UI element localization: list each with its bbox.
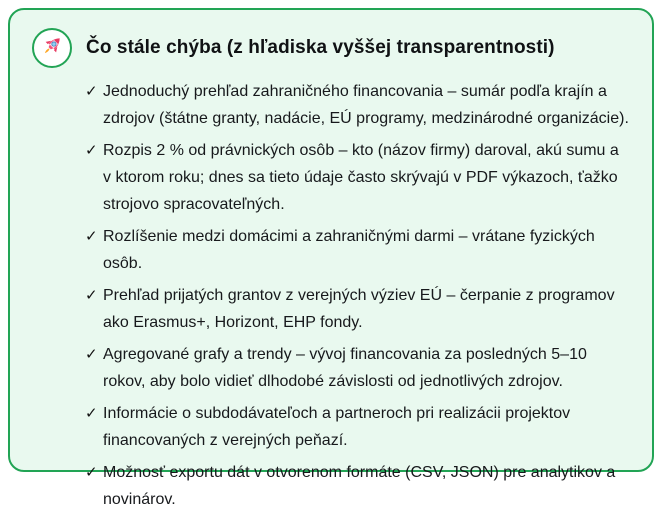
card-title: Čo stále chýba (z hľadiska vyššej transparentnosti) xyxy=(86,37,555,58)
list-item xyxy=(85,137,630,218)
list-item xyxy=(85,78,630,132)
list-item xyxy=(85,341,630,395)
check-icon: ✓ xyxy=(85,346,98,363)
list-item xyxy=(85,400,630,454)
list-item xyxy=(85,282,630,336)
list-item-text: Možnosť exportu dát v otvorenom formáte (CSV, JSON) pre analytikov a novinárov. xyxy=(103,464,616,508)
check-icon: ✓ xyxy=(85,405,98,422)
list-item-text: Rozpis 2 % od právnických osôb – kto (názov firmy) daroval, akú sumu a v ktorom roku; dnes sa tieto údaje často skrývajú v PDF výkazoch, ťažko strojovo spracovateľných. xyxy=(103,142,619,213)
card-header xyxy=(32,28,630,68)
list-item-text: Rozlíšenie medzi domácimi a zahraničnými darmi – vrátane fyzických osôb. xyxy=(103,228,595,272)
list-item-text: Jednoduchý prehľad zahraničného financovania – sumár podľa krajín a zdrojov (štátne granty, nadácie, EÚ programy, medzinárodné organizácie). xyxy=(103,83,629,127)
rocket-icon xyxy=(40,34,64,63)
check-icon: ✓ xyxy=(85,142,98,159)
check-icon: ✓ xyxy=(85,464,98,481)
rocket-icon-badge xyxy=(32,28,72,68)
list-item-text: Agregované grafy a trendy – vývoj financovania za posledných 5–10 rokov, aby bolo vidieť dlhodobé závislosti od jednotlivých zdrojov. xyxy=(103,346,587,390)
list-item xyxy=(85,459,630,513)
list-item-text: Informácie o subdodávateľoch a partneroch pri realizácii projektov financovaných z verejných peňazí. xyxy=(103,405,571,449)
check-icon: ✓ xyxy=(85,287,98,304)
list-item xyxy=(85,223,630,277)
check-icon: ✓ xyxy=(85,228,98,245)
check-icon: ✓ xyxy=(85,83,98,100)
list-item-text: Prehľad prijatých grantov z verejných výziev EÚ – čerpanie z programov ako Erasmus+, Horizont, EHP fondy. xyxy=(103,287,615,331)
missing-features-list xyxy=(32,78,630,513)
missing-features-card xyxy=(8,8,654,508)
